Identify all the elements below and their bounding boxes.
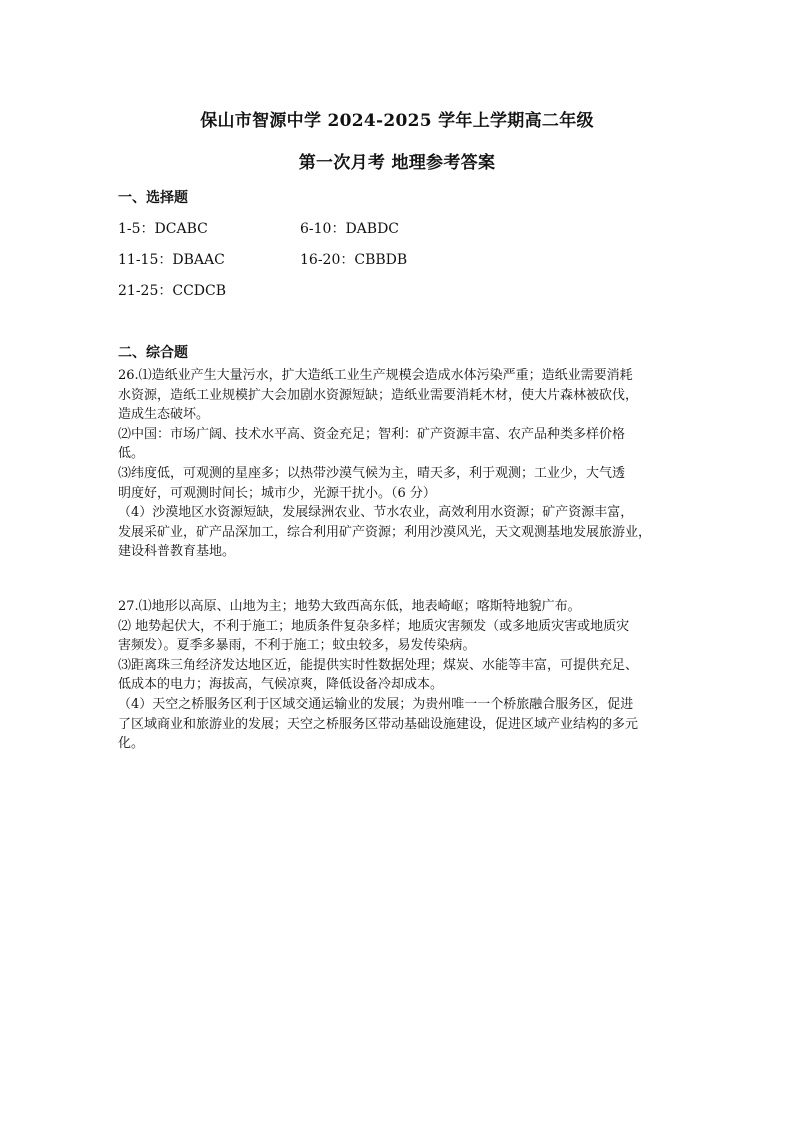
q26-line: （4）沙漠地区水资源短缺，发展绿洲农业、节水农业，高效利用水资源；矿产资源丰富， — [118, 505, 634, 521]
q27-line: ⑵ 地势起伏大，不利于施工；地质条件复杂多样；地质灾害频发（或多地质灾害或地质灾 — [118, 618, 630, 634]
q26-line: ⑵中国：市场广阔、技术水平高、资金充足；智利：矿产资源丰富、农产品种类多样价格 — [118, 426, 626, 442]
section-heading-choice: 一、选择题 — [118, 190, 188, 206]
answer-group-21-25: 21-25：CCDCB — [118, 283, 227, 299]
document-subtitle: 第一次月考 地理参考答案 — [298, 153, 496, 173]
document-title: 保山市智源中学 2024-2025 学年上学期高二年级 — [200, 111, 594, 131]
q26-line: ⑶纬度低，可观测的星座多；以热带沙漠气候为主，晴天多，利于观测；工业少，大气透 — [118, 465, 626, 481]
q27-line: 害频发）。夏季多暴雨，不利于施工；蚊虫较多，易发传染病。 — [118, 638, 476, 654]
q27-line: 化。 — [118, 736, 145, 752]
q27-line: 了区域商业和旅游业的发展；天空之桥服务区带动基础设施建设，促进区域产业结构的多元 — [118, 716, 639, 732]
q26-line: 低。 — [118, 446, 145, 462]
q27-line: ⑶距离珠三角经济发达地区近，能提供实时性数据处理；煤炭、水能等丰富，可提供充足、 — [118, 657, 639, 673]
q27-line: （4）天空之桥服务区利于区域交通运输业的发展；为贵州唯一一个桥旅融合服务区，促进 — [118, 696, 634, 712]
q26-line: 发展采矿业，矿产品深加工，综合利用矿产资源；利用沙漠风光，天文观测基地发展旅游业， — [118, 524, 652, 540]
answer-group-11-15: 11-15：DBAAC — [118, 252, 225, 268]
question-27-answer — [118, 597, 688, 754]
q27-line: 低成本的电力；海拔高，气候凉爽，降低设备冷却成本。 — [118, 677, 444, 693]
q26-line: 造成生态破坏。 — [118, 407, 210, 423]
question-26-answer — [118, 366, 688, 562]
section-heading-comprehensive: 二、综合题 — [118, 345, 188, 361]
q26-line: 水资源，造纸工业规模扩大会加剧水资源短缺；造纸业需要消耗木材，使大片森林被砍伐， — [118, 387, 639, 403]
answer-group-1-5: 1-5：DCABC — [118, 221, 208, 237]
answer-group-16-20: 16-20：CBBDB — [300, 252, 408, 268]
q26-line: 26.⑴造纸业产生大量污水，扩大造纸工业生产规模会造成水体污染严重；造纸业需要消耗 — [118, 368, 633, 383]
answer-group-6-10: 6-10：DABDC — [300, 221, 400, 237]
q26-line: 建设科普教育基地。 — [118, 544, 236, 560]
q27-line: 27.⑴地形以高原、山地为主；地势大致西高东低，地表崎岖；喀斯特地貌广布。 — [118, 599, 581, 614]
q26-line: 明度好，可观测时间长；城市少，光源干扰小。（6 分） — [118, 485, 436, 501]
